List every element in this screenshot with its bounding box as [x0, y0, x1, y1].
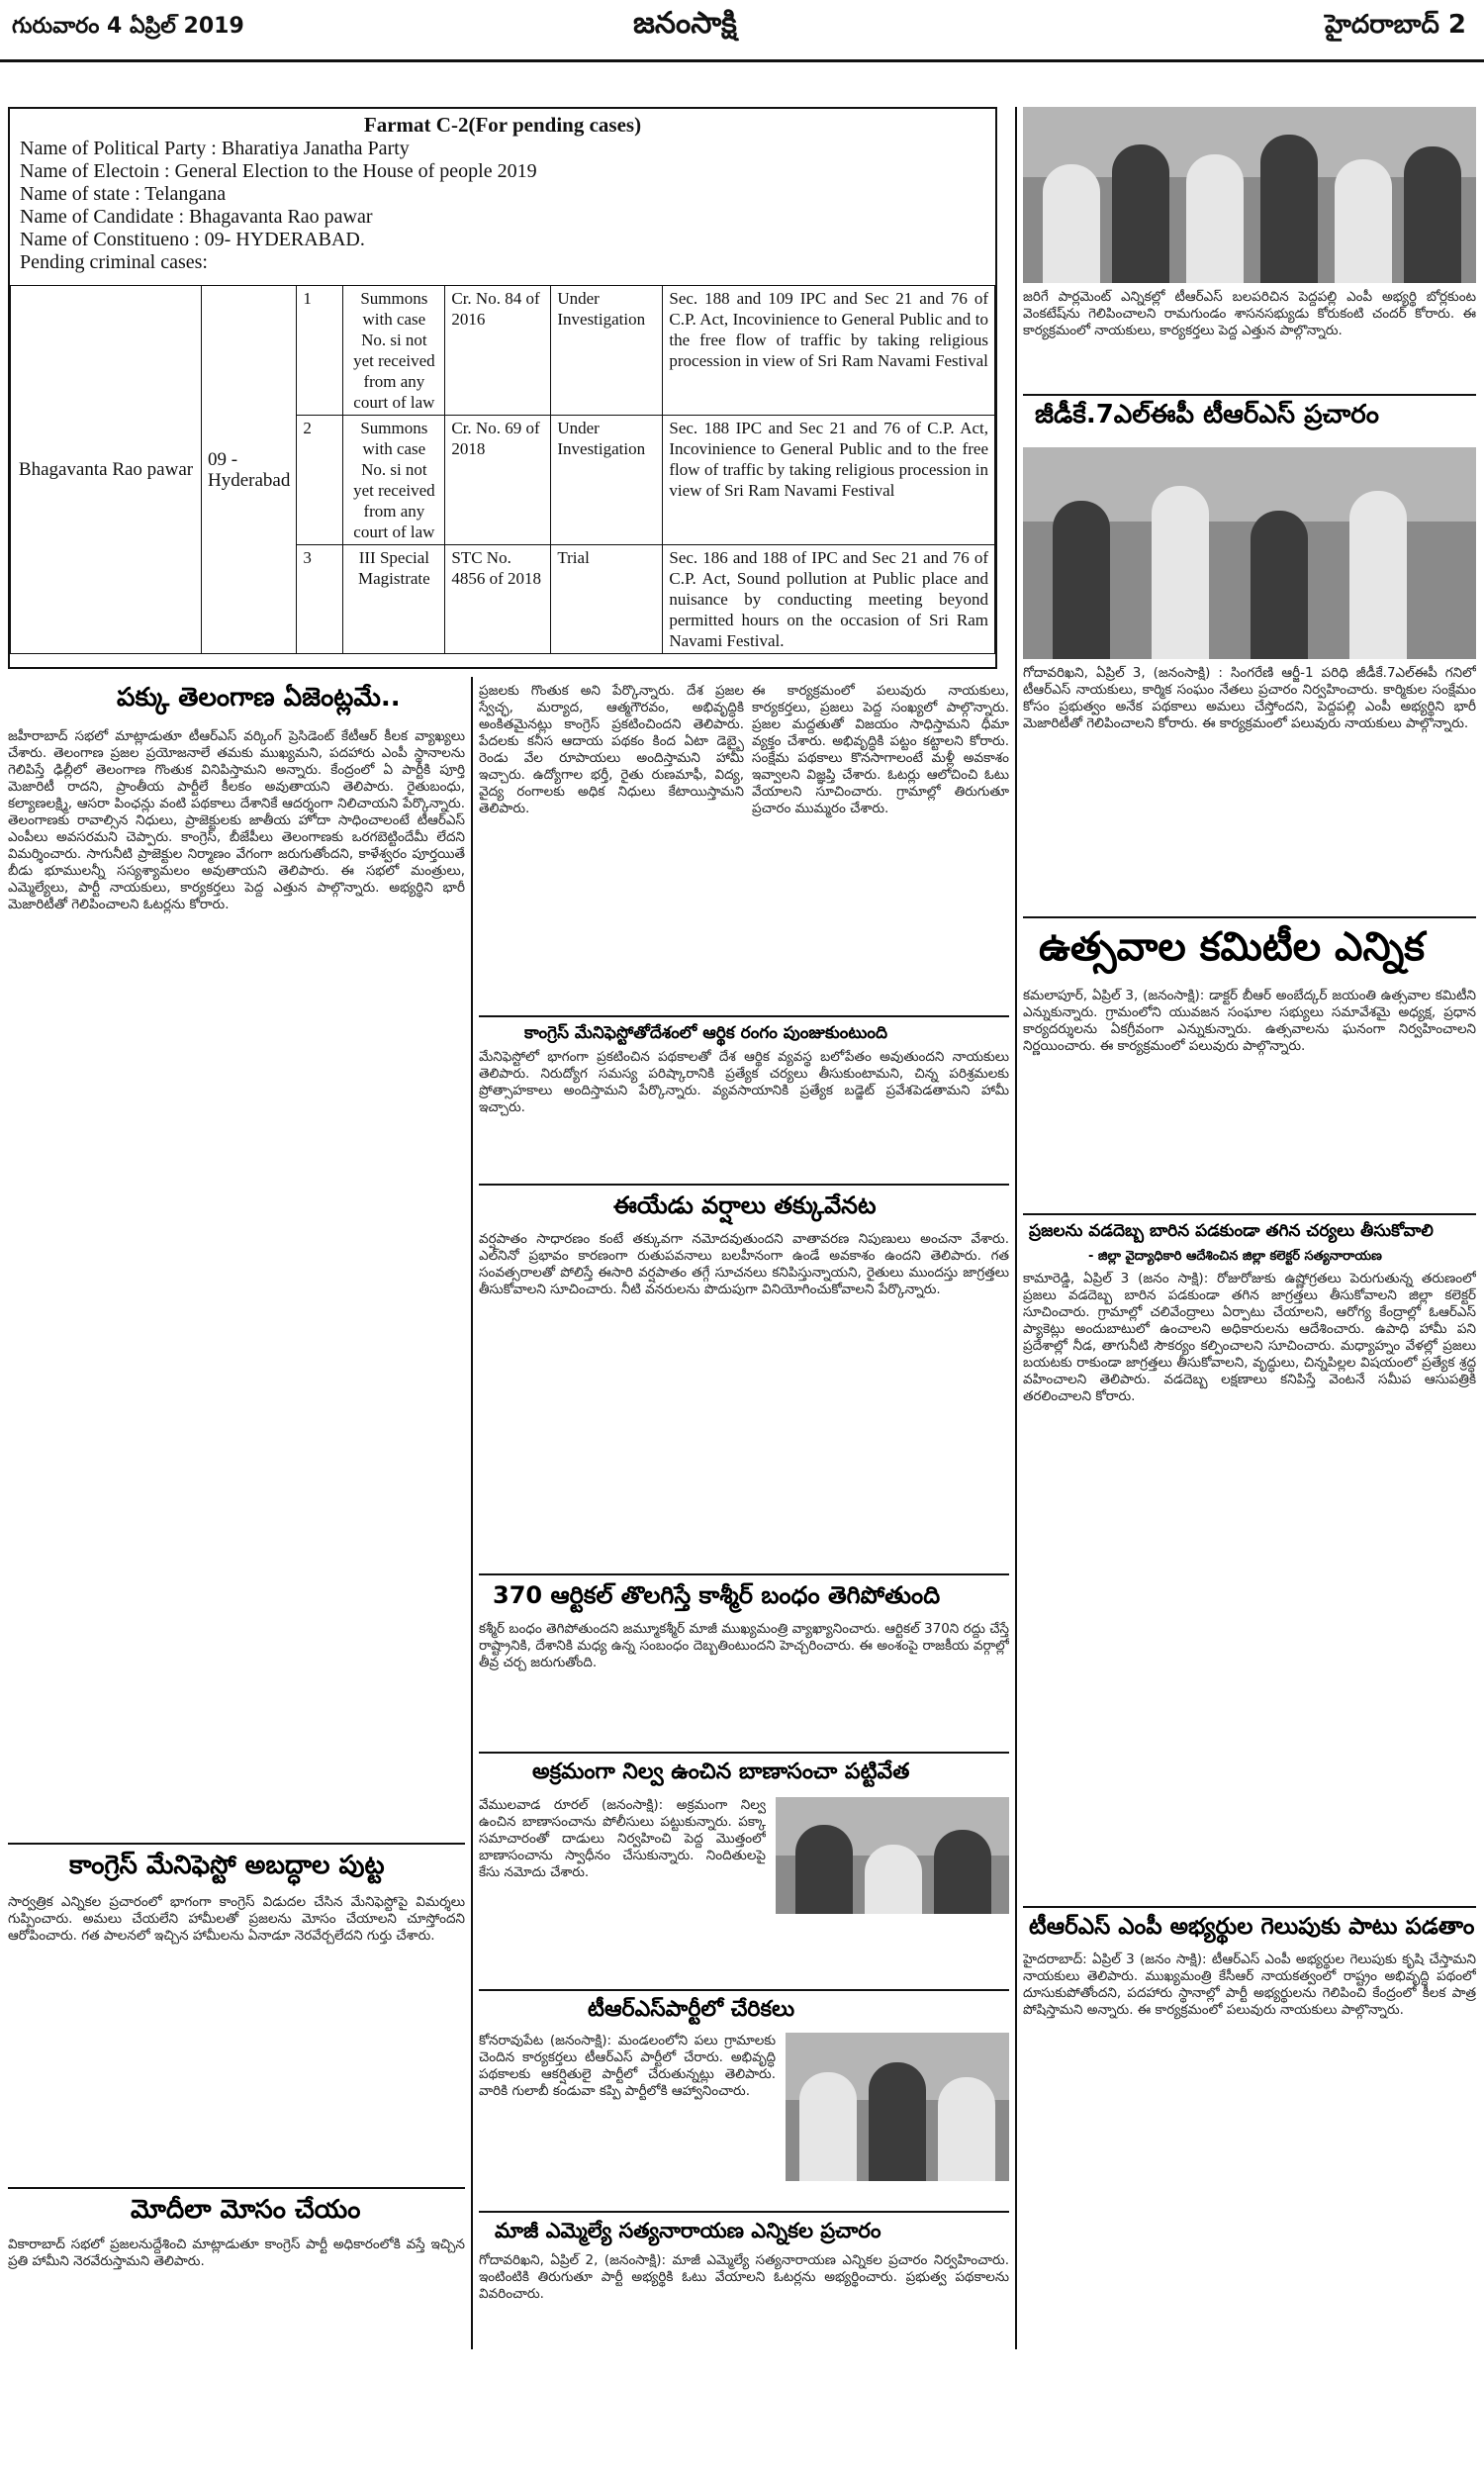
heatwave-subhead: - జిల్లా వైద్యాధికారి ఆదేశించిన జిల్లా కలెక్టర్ సత్యనారాయణ — [1088, 1249, 1382, 1264]
headline-trs-joinings: టీఆర్ఎస్‌పార్టీలో చేరికలు — [588, 1997, 795, 2022]
notice-line-pending: Pending criminal cases: — [20, 251, 208, 273]
headline-economy-revival: కాంగ్రెస్ మేనిఫెస్టోతోదేశంలో ఆర్థిక రంగం పుంజుకుంటుంది — [524, 1023, 887, 1043]
economy-revival-story: మేనిఫెస్టోలో భాగంగా ప్రకటించిన పథకాలతో దేశ ఆర్థిక వ్యవస్థ బలోపేతం అవుతుందని నాయకులు తెలిపారు. నిరుద్యోగ సమస్య పరిష్కారానికి ప్రత్యేక చర్యలు తీసుకుంటామని, చిన్న పరిశ్రమలకు ప్రోత్సాహకాలు అందిస్తామని పేర్కొన్నారు. వ్యవసాయానికి ప్రత్యేక బడ్జెట్ ప్రవేశపెడతామని హామీ ఇచ్చారు. — [479, 1049, 1009, 1115]
case-type: III Special Magistrate — [343, 545, 445, 654]
case-type: Summons with case No. si not yet received from any court of law — [343, 416, 445, 545]
case-status: Under Investigation — [551, 416, 663, 545]
former-mla-campaign-story: గోదావరిఖని, ఏప్రిల్ 2, (జనంసాక్షి): మాజీ ఎమ్మెల్యే సత్యనారాయణ ఎన్నికల ప్రచారం నిర్వహించారు. ఇంటింటికి తిరుగుతూ పార్టీ అభ్యర్థికి ఓటు వేయాలని ఓటర్లను అభ్యర్థించారు. ప్రభుత్వ పథకాలను వివరించారు. — [479, 2252, 1009, 2302]
notice-title: Farmat C-2(For pending cases) — [363, 113, 642, 137]
table-row — [11, 286, 995, 416]
case-status: Trial — [551, 545, 663, 654]
headline-less-rainfall: ఈయేడు వర్షాలు తక్కువేనట — [613, 1191, 877, 1219]
telangana-agents-story: జహీరాబాద్ సభలో మాట్లాడుతూ టీఆర్ఎస్ వర్కింగ్ ప్రెసిడెంట్ కేటీఆర్ కీలక వ్యాఖ్యలు చేశారు. తెలంగాణ ప్రజల ప్రయోజనాలే తమకు ముఖ్యమని, పదహారు ఎంపీ స్థానాలను గెలిపిస్తే ఢిల్లీలో తెలంగాణ గొంతుక వినిపిస్తామని అన్నారు. కేంద్రంలో ఏ పార్టీకి పూర్తి మెజారిటీ రాదని, ప్రాంతీయ పార్టీలే కీలకం అవుతాయని తెలిపారు. రైతుబంధు, కల్యాణలక్ష్మి, ఆసరా పింఛన్లు వంటి పథకాలు దేశానికే ఆదర్శంగా నిలిచాయని పేర్కొన్నారు. తెలంగాణకు రావాల్సిన నిధులు, ప్రాజెక్టులకు జాతీయ హోదా సాధించాలంటే టీఆర్ఎస్ ఎంపీలు అవసరమని చెప్పారు. కాంగ్రెస్, బీజేపీలు తెలంగాణకు ఒరగబెట్టిందేమీ లేదని విమర్శించారు. సాగునీటి ప్రాజెక్టుల నిర్మాణం వేగంగా జరుగుతోందని, కాళేశ్వరం పూర్తయితే బీడు భూములన్నీ సస్యశ్యామలం అవుతాయని తెలిపారు. ఈ సభలో మంత్రులు, ఎమ్మెల్యేలు, పార్టీ నాయకులు, కార్యకర్తలు పెద్ద ఎత్తున పాల్గొన్నారు. అభ్యర్థిని భారీ మెజారిటీతో గెలిపించాలని ఓటర్లను కోరారు. — [8, 728, 465, 912]
heatwave-story: కామారెడ్డి, ఏప్రిల్ 3 (జనం సాక్షి): రోజురోజుకు ఉష్ణోగ్రతలు పెరుగుతున్న తరుణంలో ప్రజలు వడదెబ్బ బారిన పడకుండా తగిన జాగ్రత్తలు తీసుకోవాలని జిల్లా కలెక్టర్ సూచించారు. గ్రామాల్లో చలివేంద్రాలు ఏర్పాటు చేయాలని, ఆరోగ్య కేంద్రాల్లో ఓఆర్ఎస్ ప్యాకెట్లు అందుబాటులో ఉంచాలని అధికారులను ఆదేశించారు. ఉపాధి హామీ పని ప్రదేశాల్లో నీడ, తాగునీటి సౌకర్యం కల్పించాలని సూచించారు. మధ్యాహ్నం వేళల్లో ప్రజలు బయటకు రాకుండా జాగ్రత్తలు తీసుకోవాలని, వృద్ధులు, చిన్నపిల్లల విషయంలో ప్రత్యేక శ్రద్ధ వహించాలని తెలిపారు. వడదెబ్బ లక్షణాలు కనిపిస్తే వెంటనే సమీప ఆసుపత్రికి తరలించాలని కోరారు. — [1023, 1271, 1476, 1404]
congress-manifesto-lies-story: సార్వత్రిక ఎన్నికల ప్రచారంలో భాగంగా కాంగ్రెస్ విడుదల చేసిన మేనిఫెస్టోపై విమర్శలు గుప్పించారు. అమలు చేయలేని హామీలతో ప్రజలను మోసం చేయాలని చూస్తోందని ఆరోపించారు. గత పాలనలో ఇచ్చిన హామీలను ఏనాడూ నెరవేర్చలేదని గుర్తు చేశారు. — [8, 1894, 465, 1944]
notice-line-party: Name of Political Party : Bharatiya Janatha Party — [20, 138, 410, 159]
column-divider — [1015, 107, 1017, 2349]
less-rainfall-story: వర్షపాతం సాధారణం కంటే తక్కువగా నమోదవుతుందని వాతావరణ నిపుణులు అంచనా వేశారు. ఎల్‌నినో ప్రభావం కారణంగా రుతుపవనాలు బలహీనంగా ఉండే అవకాశం ఉందని తెలిపారు. గత సంవత్సరాలతో పోలిస్తే ఈసారి వర్షపాతం తగ్గే సూచనలు కనిపిస్తున్నాయని, రైతులు ముందస్తు జాగ్రత్తలు తీసుకోవాలని సూచించారు. నీటి వనరులను పొదుపుగా వినియోగించుకోవాలని పేర్కొన్నారు. — [479, 1231, 1009, 1297]
headline-fireworks-seized: అక్రమంగా నిల్వ ఉంచిన బాణాసంచా పట్టివేత — [532, 1760, 910, 1784]
case-no: 2 — [297, 416, 343, 545]
cases-table — [10, 285, 995, 654]
gdk-campaign-story: గోదావరిఖని, ఏప్రిల్ 3, (జనంసాక్షి) : సింగరేణి ఆర్జీ-1 పరిధి జీడీకే.7ఎల్ఈపీ గనిలో టీఆర్ఎస్ నాయకులు, కార్మిక సంఘం నేతలు ప్రచారం నిర్వహించారు. కార్మికుల సంక్షేమం కోసం ప్రభుత్వం అనేక పథకాలు అమలు చేస్తోందని, పెద్దపల్లి ఎంపీ అభ్యర్థిని భారీ మెజారిటీతో గెలిపించాలని కోరారు. ఈ కార్యక్రమంలో పలువురు నాయకులు పాల్గొన్నారు. — [1023, 665, 1476, 731]
column-continuation-story: ఈ కార్యక్రమంలో పలువురు నాయకులు, కార్యకర్తలు, ప్రజలు పెద్ద సంఖ్యలో పాల్గొన్నారు. ప్రజల మద్దతుతో విజయం సాధిస్తామని ధీమా వ్యక్తం చేశారు. అభివృద్ధికి పట్టం కట్టాలని కోరారు. సంక్షేమ పథకాలు కొనసాగాలంటే మళ్లీ అవకాశం ఇవ్వాలని విజ్ఞప్తి చేశారు. ఓటర్లు ఆలోచించి ఓటు వేయాలని సూచించారు. గ్రామాల్లో తిరుగుతూ ప్రచారం ముమ్మరం చేశారు. — [752, 683, 1009, 816]
trs-candidates-story: హైదరాబాద్: ఏప్రిల్ 3 (జనం సాక్షి): టీఆర్ఎస్ ఎంపీ అభ్యర్థుల గెలుపుకు కృషి చేస్తామని నాయకులు తెలిపారు. ముఖ్యమంత్రి కేసీఆర్ నాయకత్వంలో రాష్ట్రం అభివృద్ధి పథంలో దూసుకుపోతోందని, పదహారు స్థానాల్లో పార్టీ అభ్యర్థులను గెలిపించి కేంద్రంలో కీలక పాత్ర పోషిస్తామని అన్నారు. ఈ కార్యక్రమంలో పలువురు నాయకులు పాల్గొన్నారు. — [1023, 1951, 1476, 2018]
case-status: Under Investigation — [551, 286, 663, 416]
campaign-photo — [1023, 107, 1476, 283]
photo-caption: జరిగే పార్లమెంట్ ఎన్నికల్లో టీఆర్ఎస్ బలపరిచిన పెద్దపల్లి ఎంపీ అభ్యర్థి బోర్లకుంట వెంకటేష్‌ను గెలిపించాలని రామగుండం శాసనసభ్యుడు కోరుకంటి చందర్ కోరారు. ఈ కార్యక్రమంలో నాయకులు, కార్యకర్తలు పెద్ద ఎత్తున పాల్గొన్నారు. — [1023, 289, 1476, 338]
headline-trs-candidates: టీఆర్ఎస్ ఎంపీ అభ్యర్థుల గెలుపుకు పాటు పడతాం — [1029, 1914, 1475, 1940]
case-ref: Cr. No. 69 of 2018 — [445, 416, 551, 545]
no-cheating-story: వికారాబాద్ సభలో ప్రజలనుద్దేశించి మాట్లాడుతూ కాంగ్రెస్ పార్టీ అధికారంలోకి వస్తే ఇచ్చిన ప్రతి హామీని నెరవేరుస్తామని తెలిపారు. — [8, 2237, 465, 2269]
case-sections: Sec. 188 IPC and Sec 21 and 76 of C.P. Act, Incovinience to General Public and to the free flow of traffic by taking religious procession in view of Sri Ram Navami Festival — [663, 416, 995, 545]
constituency-cell: 09 - Hyderabad — [202, 286, 297, 654]
notice-line-constituency: Name of Constitueno : 09- HYDERABAD. — [20, 229, 365, 250]
festival-committees-story: కమలాపూర్, ఏప్రిల్ 3, (జనంసాక్షి): డాక్టర్ బీఆర్ అంబేద్కర్ జయంతి ఉత్సవాల కమిటీని ఎన్నుకున్నారు. గ్రామంలోని యువజన సంఘాల సభ్యులు సమావేశమై అధ్యక్ష, ప్రధాన కార్యదర్శులను ఏకగ్రీవంగా ఎన్నుకున్నారు. ఉత్సవాలను ఘనంగా నిర్వహించాలని నిర్ణయించారు. ఈ కార్యక్రమంలో పలువురు పాల్గొన్నారు. — [1023, 988, 1476, 1054]
case-type: Summons with case No. si not yet received from any court of law — [343, 286, 445, 416]
fireworks-seized-story: వేములవాడ రూరల్ (జనంసాక్షి): అక్రమంగా నిల్వ ఉంచిన బాణాసంచాను పోలీసులు పట్టుకున్నారు. పక్కా సమాచారంతో దాడులు నిర్వహించి పెద్ద మొత్తంలో బాణాసంచాను స్వాధీనం చేసుకున్నారు. నిందితులపై కేసు నమోదు చేశారు. — [479, 1797, 766, 1880]
joinings-photo — [786, 2033, 1009, 2181]
headline-article-370: 370 ఆర్టికల్ తొలగిస్తే కాశ్మీర్ బంధం తెగిపోతుంది — [493, 1581, 941, 1609]
case-ref: STC No. 4856 of 2018 — [445, 545, 551, 654]
fireworks-photo — [776, 1797, 1009, 1914]
headline-no-cheating: మోదీలా మోసం చేయం — [131, 2195, 361, 2225]
trs-joinings-story: కోనరావుపేట (జనంసాక్షి): మండలంలోని పలు గ్రామాలకు చెందిన కార్యకర్తలు టీఆర్ఎస్ పార్టీలో చేరారు. అభివృద్ధి పథకాలకు ఆకర్షితులై పార్టీలో చేరుతున్నట్లు తెలిపారు. వారికి గులాబీ కండువా కప్పి పార్టీలోకి ఆహ్వానించారు. — [479, 2033, 776, 2099]
case-no: 3 — [297, 545, 343, 654]
notice-line-election: Name of Electoin : General Election to the House of people 2019 — [20, 160, 537, 182]
headline-gdk-campaign: జీడీకే.7ఎల్ఈపీ టీఆర్ఎస్ ప్రచారం — [1035, 400, 1379, 429]
case-sections: Sec. 188 and 109 IPC and Sec 21 and 76 of C.P. Act, Incovinience to General Public and to the free flow of traffic by taking religious procession in view of Sri Ram Navami Festival — [663, 286, 995, 416]
page-number: 2 — [1447, 10, 1466, 40]
edition-city: హైదరాబాద్ 2 — [1325, 10, 1466, 40]
headline-congress-manifesto-lies: కాంగ్రెస్ మేనిఫెస్టో అబద్ధాల పుట్ట — [69, 1851, 385, 1880]
case-no: 1 — [297, 286, 343, 416]
column-divider — [471, 677, 473, 2349]
headline-festival-committees: ఉత్సవాల కమిటీల ఎన్నిక — [1039, 924, 1426, 970]
notice-line-candidate: Name of Candidate : Bhagavanta Rao pawar — [20, 206, 373, 228]
case-sections: Sec. 186 and 188 of IPC and Sec 21 and 76 of C.P. Act, Sound pollution at Public place and nuisance by conducting meeting beyond permitted hours on the occasion of Sri Ram Navami Festival. — [663, 545, 995, 654]
congress-voice-story: ప్రజలకు గొంతుక అని పేర్కొన్నారు. దేశ ప్రజల స్వేచ్ఛ, మర్యాద, ఆత్మగౌరవం, అభివృద్ధికి అంకితమైనట్లు కాంగ్రెస్ ప్రకటించిందని తెలిపారు. పేదలకు కనీస ఆదాయ పథకం కింద ఏటా డెబ్బై రెండు వేల రూపాయలు అందిస్తామని హామీ ఇచ్చారు. ఉద్యోగాల భర్తీ, రైతు రుణమాఫీ, విద్య, వైద్య రంగాలకు అధిక నిధులు కేటాయిస్తామని తెలిపారు. — [479, 683, 744, 816]
headline-heatwave: ప్రజలను వడదెబ్బ బారిన పడకుండా తగిన చర్యలు తీసుకోవాలి — [1029, 1221, 1434, 1241]
case-ref: Cr. No. 84 of 2016 — [445, 286, 551, 416]
criminal-cases-notice — [8, 107, 997, 669]
newspaper-logo: జనంసాక్షి — [633, 6, 737, 41]
issue-date: గురువారం 4 ఏప్రిల్ 2019 — [12, 14, 244, 39]
notice-line-state: Name of state : Telangana — [20, 183, 227, 205]
headline-former-mla-campaign: మాజీ ఎమ్మెల్యే సత్యనారాయణ ఎన్నికల ప్రచారం — [495, 2219, 881, 2242]
article-370-story: కశ్మీర్ బంధం తెగిపోతుందని జమ్మూకశ్మీర్ మాజీ ముఖ్యమంత్రి వ్యాఖ్యానించారు. ఆర్టికల్ 370ని రద్దు చేస్తే రాష్ట్రానికి, దేశానికి మధ్య ఉన్న సంబంధం దెబ్బతింటుందని హెచ్చరించారు. ఈ అంశంపై రాజకీయ వర్గాల్లో తీవ్ర చర్చ జరుగుతోంది. — [479, 1621, 1009, 1670]
candidate-cell: Bhagavanta Rao pawar — [11, 286, 202, 654]
gdk-campaign-photo — [1023, 447, 1476, 659]
masthead — [0, 0, 1484, 62]
headline-telangana-agents: పక్కు తెలంగాణ ఏజెంట్లమే.. — [117, 683, 401, 713]
